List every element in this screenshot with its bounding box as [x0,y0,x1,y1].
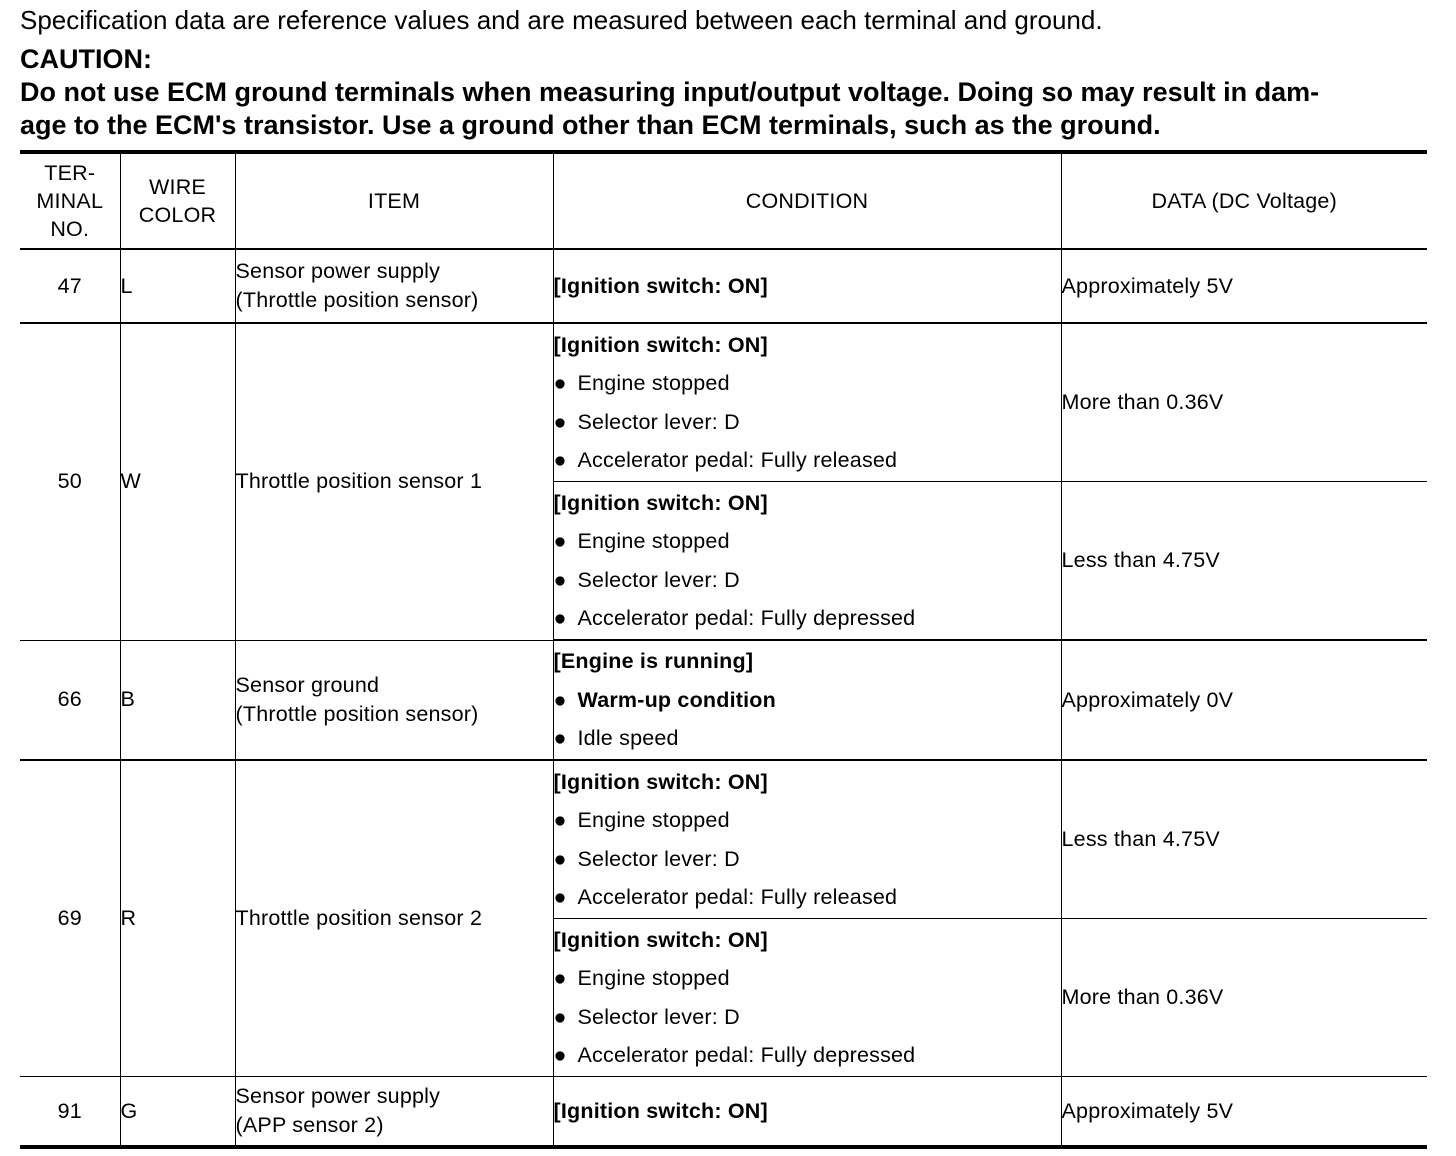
bullet-text: Engine stopped [577,529,730,553]
data-value: Less than 4.75V [1061,482,1427,641]
terminal-number: 50 [20,323,120,640]
bullet-icon: ● [553,1043,567,1067]
header-wire-line: COLOR [138,203,217,227]
condition-cell [553,760,1061,919]
item-line: Sensor power supply [235,1084,441,1108]
condition-bullet [554,801,1061,840]
item-name [235,249,553,323]
caution-title: CAUTION: [20,44,152,74]
item-line: Throttle position sensor 1 [235,469,483,494]
bullet-text: Accelerator pedal: Fully depressed [577,606,916,630]
bullet-text: Selector lever: D [577,567,740,592]
header-data: DATA (DC Voltage) [1061,152,1427,249]
condition-cell [553,323,1061,482]
condition-bullet [554,719,1061,758]
item-name [235,1077,553,1148]
bullet-text: Accelerator pedal: Fully released [577,448,898,472]
data-value: More than 0.36V [1061,323,1427,482]
bullet-icon: ● [553,529,567,553]
header-condition: CONDITION [553,152,1061,249]
item-line: (Throttle position sensor) [235,701,479,726]
bullet-icon: ● [553,846,567,871]
item-line: Throttle position sensor 2 [235,906,483,930]
table-row [20,1077,1427,1148]
data-value: More than 0.36V [1061,919,1427,1077]
bullet-icon: ● [553,885,567,909]
bullet-icon: ● [553,726,567,751]
condition-cell [553,249,1061,323]
intro-text: Specification data are reference values and are measured between each terminal and ground. [20,5,1103,35]
item-line: Sensor power supply [235,259,441,283]
bullet-icon: ● [553,567,567,592]
condition-bullet [554,364,1061,403]
condition-bullet [554,998,1061,1037]
header-row [20,152,1427,249]
condition-cell [553,1077,1061,1148]
bullet-text: Engine stopped [577,371,730,395]
item-line: (APP sensor 2) [235,1113,384,1137]
bullet-text: Accelerator pedal: Fully depressed [577,1043,916,1067]
condition-bullet [554,403,1061,442]
header-terminal-line: NO. [50,217,90,241]
bullet-text: Warm-up condition [577,687,776,712]
wire-color: R [120,760,235,1077]
table-row [20,249,1427,323]
bullet-text: Accelerator pedal: Fully released [577,885,898,909]
data-value: Approximately 0V [1061,640,1427,760]
item-name [235,640,553,760]
condition-bullet [554,599,1061,638]
condition-bullet [554,681,1061,720]
bullet-text: Engine stopped [577,808,730,832]
caution-text [20,76,1430,142]
condition-bullet [554,840,1061,879]
condition-head: [Engine is running] [553,649,754,674]
condition-bullet [554,441,1061,480]
condition-head: [Ignition switch: ON] [553,769,768,794]
bullet-text: Selector lever: D [577,846,740,871]
condition-bullet [554,522,1061,561]
condition-head: [Ignition switch: ON] [553,927,768,952]
table-row [20,323,1427,482]
header-wire-color [120,152,235,249]
condition-bullet [554,1036,1061,1075]
bullet-icon: ● [553,966,567,990]
bullet-text: Selector lever: D [577,409,740,434]
bullet-icon: ● [553,808,567,832]
table-row [20,640,1427,760]
condition-head: [Ignition switch: ON] [553,273,768,298]
data-value: Less than 4.75V [1061,760,1427,919]
wire-color: L [120,249,235,323]
condition-bullet [554,878,1061,917]
bullet-icon: ● [553,606,567,630]
wire-color: G [120,1077,235,1148]
condition-bullet [554,561,1061,600]
header-wire-line: WIRE [149,175,206,199]
item-name [235,760,553,1077]
table-row [20,760,1427,919]
data-value: Approximately 5V [1061,249,1427,323]
condition-head: [Ignition switch: ON] [553,1098,768,1123]
terminal-number: 69 [20,760,120,1077]
bullet-icon: ● [553,1004,567,1029]
bullet-text: Selector lever: D [577,1004,740,1029]
terminal-number: 91 [20,1077,120,1148]
header-terminal-no [20,152,120,249]
data-value: Approximately 5V [1061,1077,1427,1148]
condition-cell [553,640,1061,760]
condition-bullet [554,959,1061,998]
item-line: Sensor ground [235,672,380,697]
header-item: ITEM [235,152,553,249]
bullet-icon: ● [553,448,567,472]
item-line: (Throttle position sensor) [235,288,479,312]
condition-cell [553,482,1061,641]
item-name [235,323,553,640]
bullet-icon: ● [553,409,567,434]
wire-color: B [120,640,235,760]
condition-head: [Ignition switch: ON] [553,332,768,357]
condition-cell [553,919,1061,1077]
condition-head: [Ignition switch: ON] [553,490,768,515]
bullet-text: Engine stopped [577,966,730,990]
bullet-icon: ● [553,371,567,395]
bullet-icon: ● [553,687,567,712]
caution-line-1: Do not use ECM ground terminals when measuring input/output voltage. Doing so may result in dam- [20,77,1320,107]
terminal-spec-table [20,150,1427,1149]
header-terminal-line: TER- [44,161,96,185]
terminal-number: 66 [20,640,120,760]
bullet-text: Idle speed [577,726,679,751]
wire-color: W [120,323,235,640]
header-terminal-line: MINAL [36,189,104,213]
terminal-number: 47 [20,249,120,323]
caution-line-2: age to the ECM's transistor. Use a ground other than ECM terminals, such as the ground. [20,110,1161,140]
